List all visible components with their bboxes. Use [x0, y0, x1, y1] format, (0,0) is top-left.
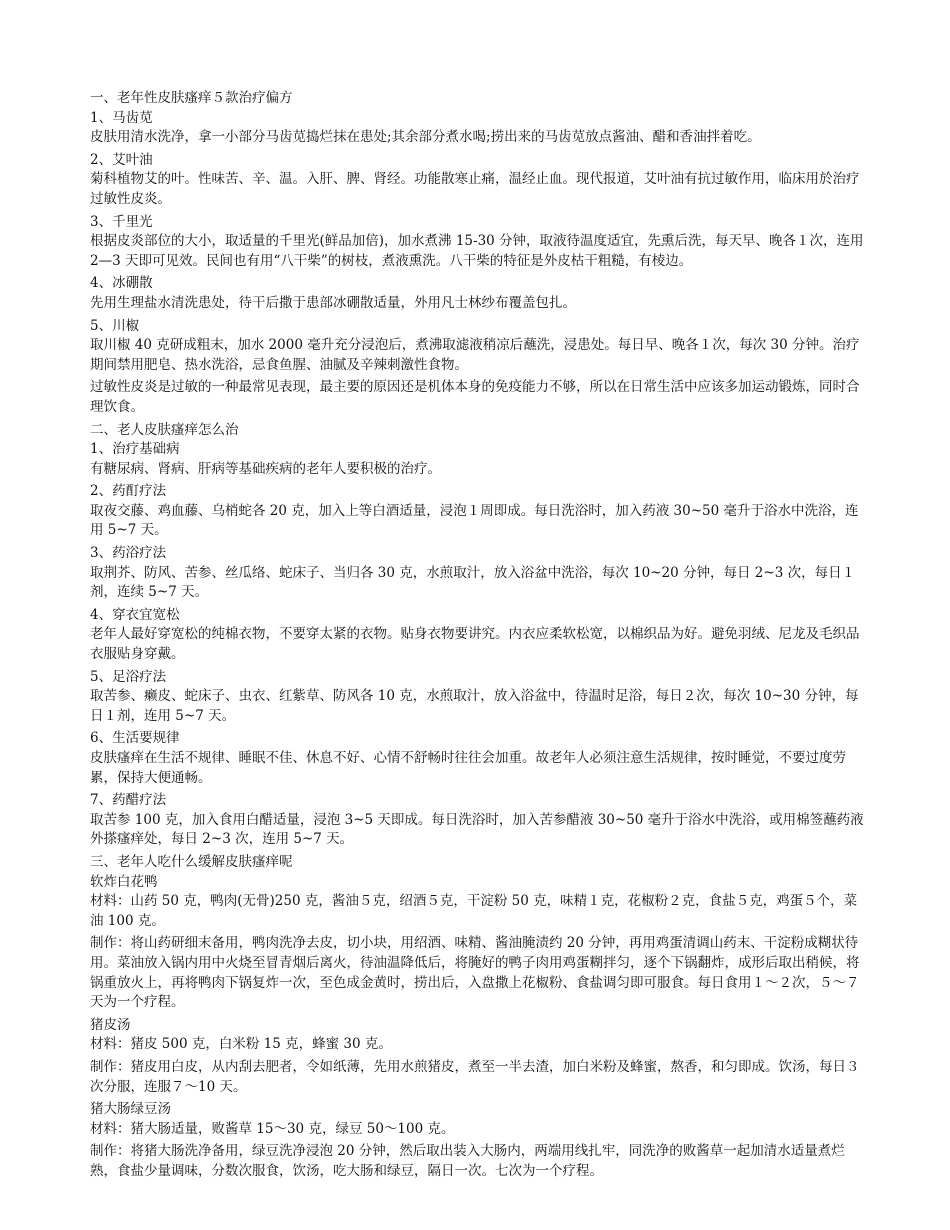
paragraph: 制作：将山药研细末备用，鸭肉洗净去皮，切小块，用绍酒、味精、酱油腌渍约 20 分钟，再用鸡蛋清调山药末、干淀粉成糊状待用。菜油放入锅内用中火烧至冒青烟后离火，待油温降低后，将腌好的鸭子肉用鸡蛋糊拌匀，逐个下锅翻炸，成形后取出稍候，将锅重放火上，再将鸭肉下锅复炸一次，至色成金黄时，捞出后，入盘撒上花椒粉、食盐调匀即可服食。每日食用１～２次，５～７天为一个疗程。 [90, 935, 860, 1011]
subheading: 3、药浴疗法 [90, 545, 167, 562]
paragraph: 菊科植物艾的叶。性味苦、辛、温。入肝、脾、肾经。功能散寒止痛，温经止血。现代报道，艾叶油有抗过敏作用，临床用於治疗过敏性皮炎。 [90, 171, 860, 207]
paragraph: 皮肤瘙痒在生活不规律、睡眠不佳、休息不好、心情不舒畅时往往会加重。故老年人必须注意生活规律，按时睡觉，不要过度劳累，保持大便通畅。 [90, 750, 846, 786]
paragraph: 过敏性皮炎是过敏的一种最常见表现，最主要的原因还是机体本身的免疫能力不够，所以在日常生活中应该多加运动锻炼，同时合理饮食。 [90, 379, 860, 415]
recipe-title: 猪皮汤 [90, 1016, 131, 1033]
paragraph: 根据皮炎部位的大小，取适量的千里光(鲜品加倍)，加水煮沸 15-30 分钟，取液待温度适宜，先熏后洗，每天早、晚各１次，连用 2—3 天即可见效。民间也有用“八干柴”的树枝，煮液熏洗。八干柴的特征是外皮枯干粗糙，有棱边。 [90, 233, 864, 269]
paragraph: 制作：猪皮用白皮，从内刮去肥者，令如纸薄，先用水煎猪皮，煮至一半去渣，加白米粉及蜂蜜，熬香，和匀即成。饮汤，每日３次分服，连服７～10 天。 [90, 1058, 860, 1095]
recipe-title: 猪大肠绿豆汤 [90, 1101, 171, 1118]
section-heading-1: 一、老年性皮肤瘙痒５款治疗偏方 [90, 90, 293, 106]
paragraph: 制作：将猪大肠洗净备用，绿豆洗净浸泡 20 分钟，然后取出装入大肠内，两端用线扎牢，同洗净的败酱草一起加清水适量煮烂熟，食盐少量调味，分数次服食，饮汤，吃大肠和绿豆，隔日一次。七次为一个疗程。 [90, 1143, 845, 1179]
subheading: 1、马齿苋 [90, 109, 153, 126]
subheading: 5、川椒 [90, 317, 140, 334]
recipe-title: 软炸白花鸭 [90, 873, 158, 890]
paragraph: 取苦参 100 克，加入食用白醋适量，浸泡 3~5 天即成。每日洗浴时，加入苦参醋液 30~50 毫升于浴水中洗浴，或用棉签蘸药液外搽瘙痒处，每日 2~3 次，连用 5~7 天。 [90, 811, 864, 848]
paragraph: 材料：猪大肠适量，败酱草 15～30 克，绿豆 50～100 克。 [90, 1120, 455, 1137]
subheading: 4、穿衣宜宽松 [90, 606, 180, 623]
subheading: 2、药酊疗法 [90, 483, 167, 500]
section-heading-3: 三、老年人吃什么缓解皮肤瘙痒呢 [90, 853, 293, 870]
subheading: 7、药醋疗法 [90, 792, 167, 809]
paragraph: 取荆芥、防风、苦参、丝瓜络、蛇床子、当归各 30 克，水煎取汁，放入浴盆中洗浴，每次 10~20 分钟，每日 2~3 次，每日１剂，连续 5~7 天。 [90, 564, 856, 601]
subheading: 4、冰硼散 [90, 275, 153, 292]
subheading: 6、生活要规律 [90, 730, 180, 747]
paragraph: 材料：猪皮 500 克，白米粉 15 克，蜂蜜 30 克。 [90, 1036, 392, 1053]
paragraph: 老年人最好穿宽松的纯棉衣物，不要穿太紧的衣物。贴身衣物要讲究。内衣应柔软松宽，以棉织品为好。避免羽绒、尼龙及毛织品衣服贴身穿戴。 [90, 626, 860, 663]
paragraph: 取川椒 40 克研成粗末，加水 2000 毫升充分浸泡后，煮沸取滤液稍凉后蘸洗，浸患处。每日早、晚各１次，每次 30 分钟。治疗期间禁用肥皂、热水洗浴，忌食鱼腥、油腻及辛辣刺激性食物。 [90, 337, 860, 373]
paragraph: 先用生理盐水清洗患处，待干后撒于患部冰硼散适量，外用凡士林纱布覆盖包扎。 [90, 294, 576, 311]
paragraph: 皮肤用清水洗净，拿一小部分马齿苋捣烂抹在患处;其余部分煮水喝;捞出来的马齿苋放点酱油、醋和香油拌着吃。 [90, 129, 761, 146]
paragraph: 材料：山药 50 克，鸭肉(无骨)250 克，酱油５克，绍酒５克，干淀粉 50 克，味精１克，花椒粉２克，食盐５克，鸡蛋５个，菜油 100 克。 [90, 893, 858, 929]
document-body [90, 89, 870, 1184]
paragraph: 取苦参、癞皮、蛇床子、虫衣、红紫草、防风各 10 克，水煎取汁，放入浴盆中，待温时足浴，每日２次，每次 10~30 分钟，每日１剂，连用 5~7 天。 [90, 688, 859, 724]
paragraph: 有糖尿病、肾病、肝病等基础疾病的老年人要积极的治疗。 [90, 460, 441, 477]
subheading: 1、治疗基础病 [90, 441, 180, 458]
paragraph: 取夜交藤、鸡血藤、乌梢蛇各 20 克，加入上等白酒适量，浸泡１周即成。每日洗浴时，加入药液 30~50 毫升于浴水中洗浴，连用 5~7 天。 [90, 502, 859, 539]
subheading: 2、艾叶油 [90, 151, 153, 168]
subheading: 5、足浴疗法 [90, 668, 167, 685]
section-heading-2: 二、老人皮肤瘙痒怎么治 [90, 421, 239, 438]
subheading: 3、千里光 [90, 213, 153, 230]
